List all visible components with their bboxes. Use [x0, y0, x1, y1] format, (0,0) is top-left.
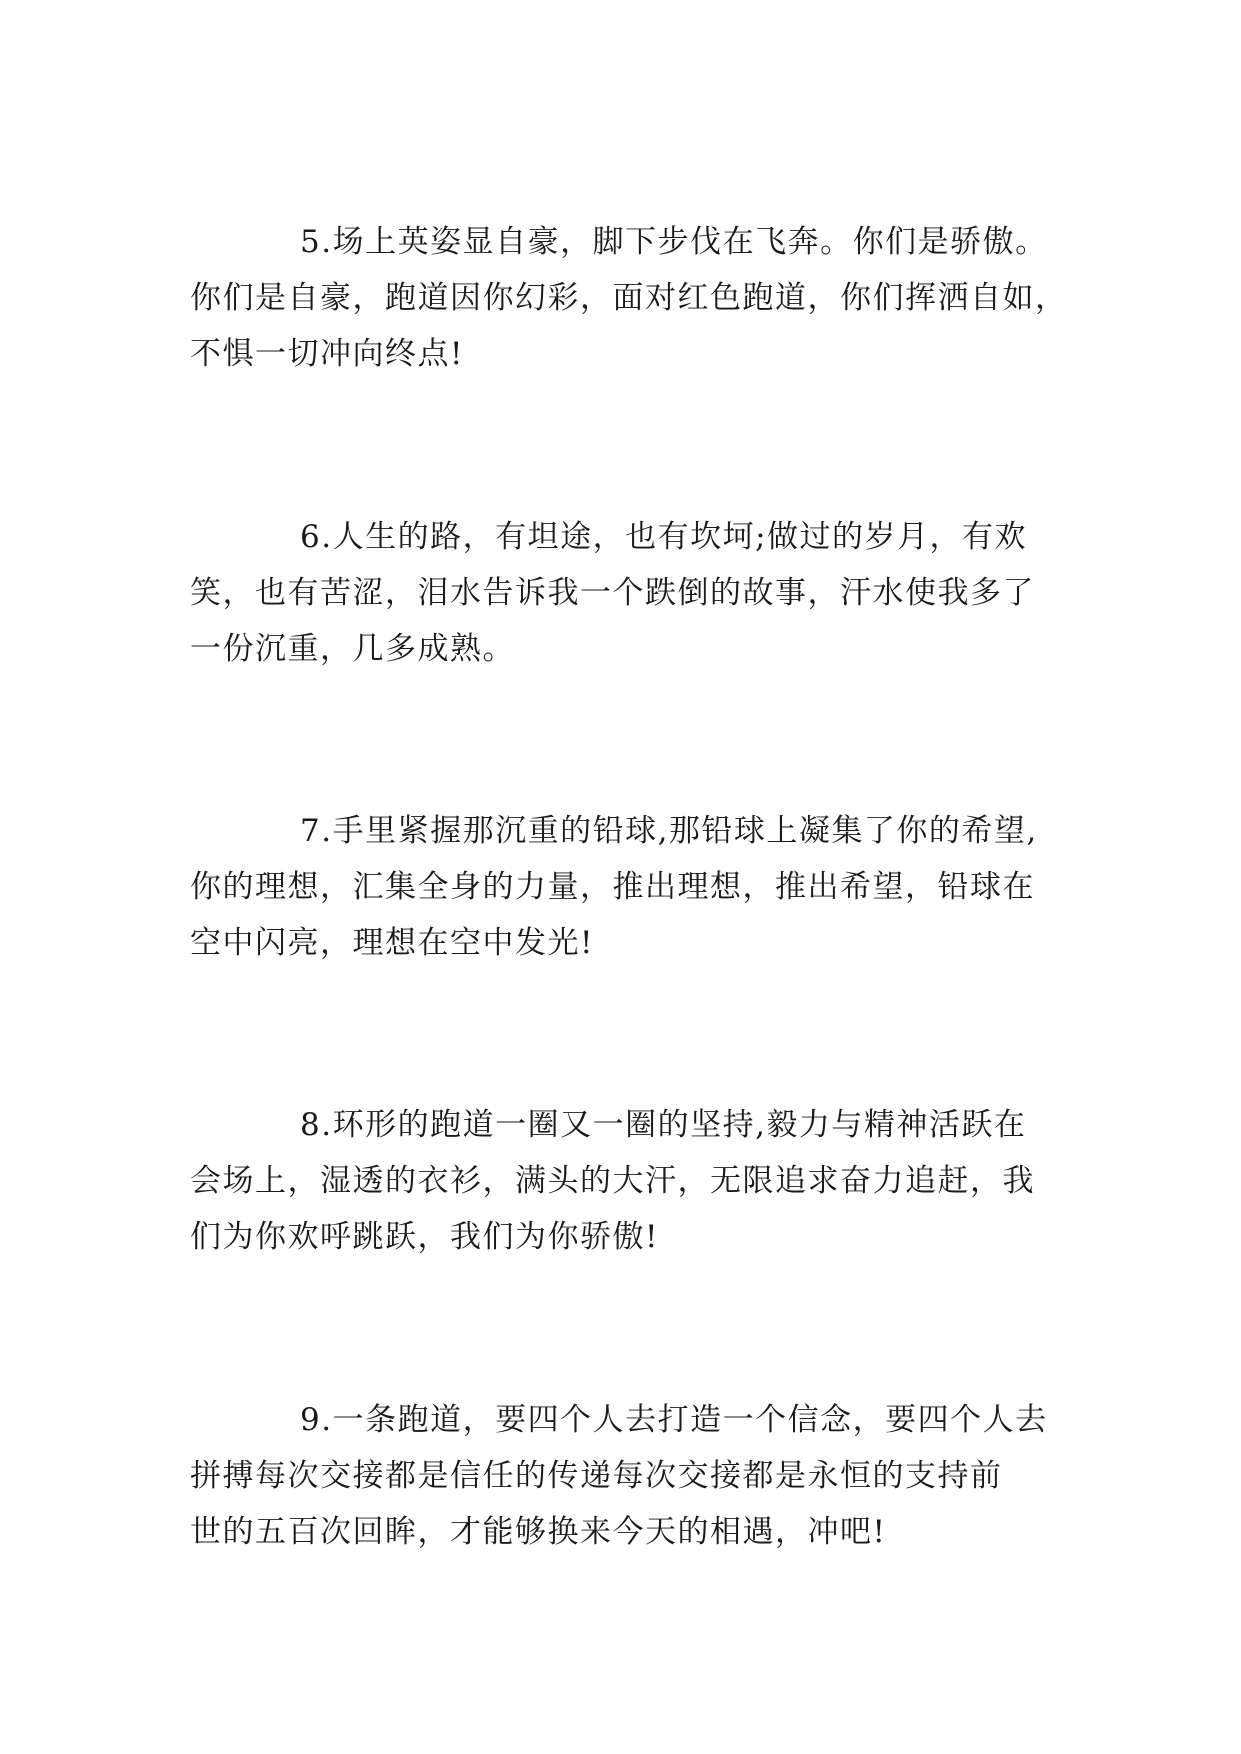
paragraph-8 [190, 1097, 1070, 1265]
paragraph-line: 5.场上英姿显自豪，脚下步伐在飞奔。你们是骄傲。 [300, 224, 1048, 260]
paragraph-line: 拼搏每次交接都是信任的传递每次交接都是永恒的支持前 [190, 1458, 1003, 1494]
paragraph-5 [190, 214, 1070, 382]
paragraph-line: 你的理想，汇集全身的力量，推出理想，推出希望，铅球在 [190, 869, 1035, 905]
paragraph-line: 9.一条跑道，要四个人去打造一个信念，要四个人去 [300, 1402, 1048, 1438]
paragraph-9 [190, 1392, 1070, 1560]
paragraph-line: 世的五百次回眸，才能够换来今天的相遇，冲吧! [190, 1514, 887, 1550]
paragraph-line: 8.环形的跑道一圈又一圈的坚持,毅力与精神活跃在 [300, 1107, 1027, 1143]
paragraph-line: 空中闪亮，理想在空中发光! [190, 925, 594, 961]
paragraph-line: 们为你欢呼跳跃，我们为你骄傲! [190, 1219, 659, 1255]
paragraph-line: 笑，也有苦涩，泪水告诉我一个跌倒的故事，汗水使我多了 [190, 575, 1035, 611]
paragraph-line: 6.人生的路，有坦途，也有坎坷;做过的岁月，有欢 [300, 519, 1028, 555]
paragraph-7 [190, 803, 1070, 971]
paragraph-line: 7.手里紧握那沉重的铅球,那铅球上凝集了你的希望, [300, 813, 1038, 849]
paragraph-line: 一份沉重，几多成熟。 [190, 631, 515, 667]
paragraph-6 [190, 509, 1070, 677]
paragraph-line: 会场上，湿透的衣衫，满头的大汗，无限追求奋力追赶，我 [190, 1163, 1035, 1199]
paragraph-line: 你们是自豪，跑道因你幻彩，面对红色跑道，你们挥洒自如， [190, 280, 1068, 316]
paragraph-line: 不惧一切冲向终点! [190, 336, 464, 372]
